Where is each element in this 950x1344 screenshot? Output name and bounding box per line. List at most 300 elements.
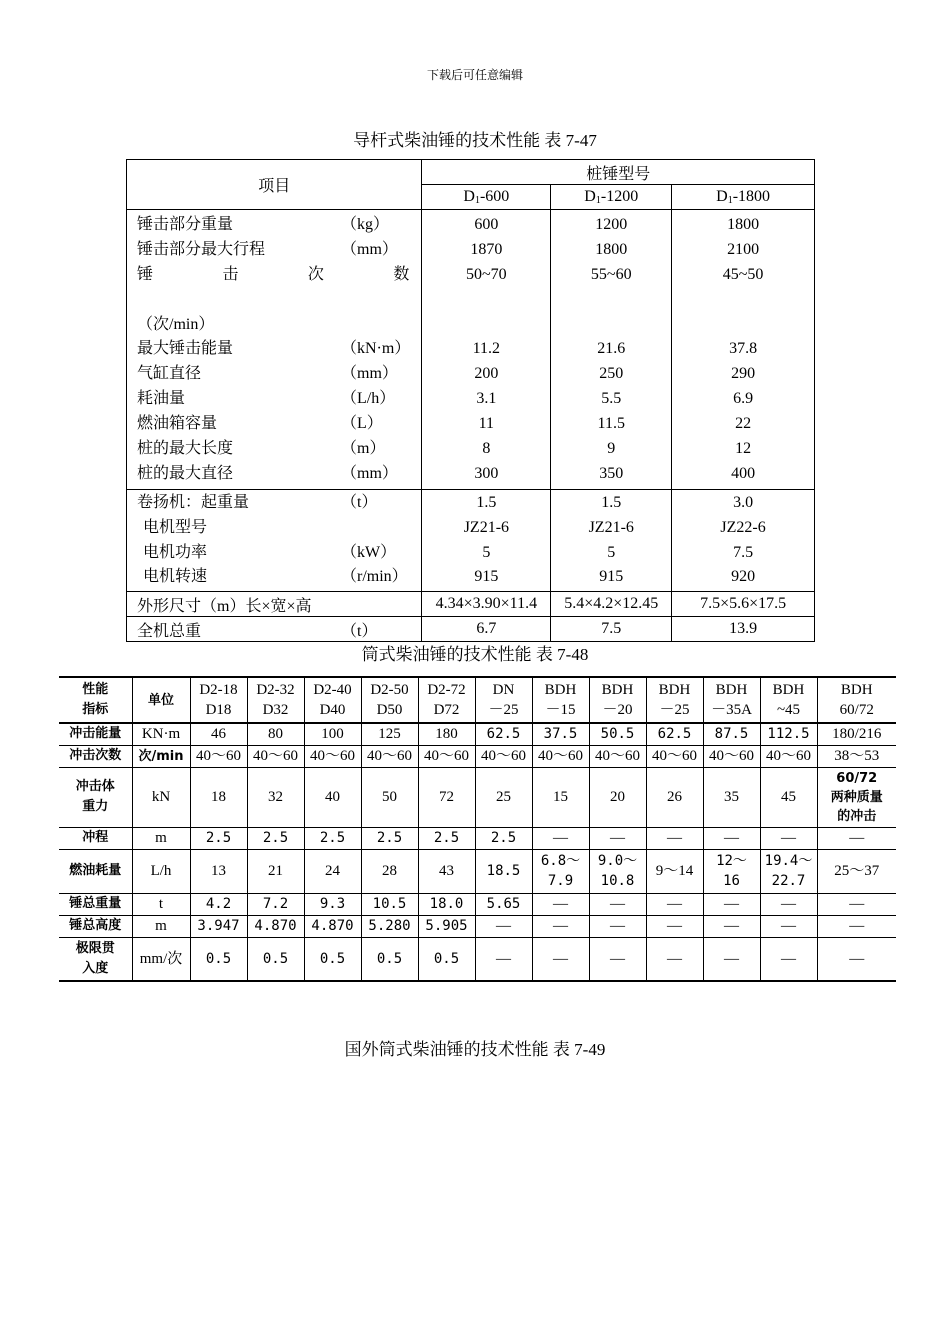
row-label-line: 锤总重量 bbox=[69, 896, 122, 911]
value-cell: 3.0 bbox=[733, 493, 754, 511]
value-cell: 400 bbox=[731, 464, 756, 482]
value-cell bbox=[247, 827, 304, 849]
value-line: 28 bbox=[382, 863, 397, 879]
header-unit-cell: 单位 bbox=[132, 677, 190, 723]
header-model-line: －20 bbox=[602, 702, 633, 718]
value-line: 40 bbox=[325, 789, 340, 805]
value-cell bbox=[551, 313, 671, 338]
label-char: 击 bbox=[222, 265, 239, 283]
value-cell: 8 bbox=[482, 440, 491, 458]
value-cell bbox=[532, 849, 589, 893]
label-text: 电机转速 bbox=[143, 568, 208, 586]
unit-text: （mm） bbox=[341, 464, 398, 482]
header-model-line: DN bbox=[492, 682, 515, 698]
unit-text: （m） bbox=[341, 440, 386, 458]
value-column bbox=[551, 210, 672, 490]
value-line: — bbox=[667, 830, 682, 846]
value-cell: 250 bbox=[599, 365, 624, 383]
value-line: 37.5 bbox=[543, 726, 578, 743]
col-header-item: 项目 bbox=[127, 160, 422, 210]
value-line: 12～ bbox=[716, 853, 747, 869]
value-line: — bbox=[553, 918, 568, 934]
value-cell bbox=[646, 767, 703, 827]
value-cell bbox=[589, 723, 646, 745]
label-text: 电机型号 bbox=[143, 518, 208, 536]
row-label-line: 重力 bbox=[82, 799, 109, 814]
header-model-cell bbox=[247, 677, 304, 723]
header-model-cell bbox=[760, 677, 817, 723]
value-cell bbox=[304, 849, 361, 893]
value-cell: 55~60 bbox=[590, 265, 632, 283]
value-line: 18.0 bbox=[429, 896, 464, 912]
value-cell bbox=[247, 849, 304, 893]
row-label-line bbox=[127, 618, 421, 641]
table-7-47-title: 导杆式柴油锤的技术性能 表 7-47 bbox=[353, 131, 597, 150]
value-cell bbox=[817, 767, 896, 827]
value-line: 46 bbox=[211, 726, 226, 743]
value-line: — bbox=[849, 950, 865, 967]
value-line: 0.5 bbox=[376, 950, 403, 967]
table-7-48-title: 筒式柴油锤的技术性能 表 7-48 bbox=[361, 645, 589, 664]
value-line: 15 bbox=[553, 789, 568, 805]
header-model-line: BDH bbox=[840, 682, 873, 698]
value-line: 40～60 bbox=[594, 748, 640, 764]
value-cell: 11.2 bbox=[472, 340, 501, 358]
value-cell bbox=[190, 827, 247, 849]
value-line: 13 bbox=[211, 863, 226, 879]
value-cell: 1.5 bbox=[601, 493, 622, 511]
row-label-cell bbox=[59, 745, 132, 767]
value-cell bbox=[817, 723, 896, 745]
row-label bbox=[127, 412, 421, 437]
row-label bbox=[127, 437, 421, 462]
label-text: 耗油量 bbox=[137, 390, 186, 408]
header-model-line: D2-32 bbox=[256, 682, 295, 698]
header-label-line: 指标 bbox=[82, 702, 109, 717]
value-column bbox=[422, 489, 551, 592]
value-line: — bbox=[724, 950, 739, 967]
label-text: 燃油箱容量 bbox=[137, 415, 218, 433]
value-line: — bbox=[849, 830, 865, 846]
label-text: 锤击部分重量 bbox=[137, 216, 234, 233]
value-cell: 11 bbox=[478, 415, 495, 433]
value-cell: 22 bbox=[735, 415, 752, 433]
value-line: — bbox=[667, 896, 682, 912]
value-line: 2.5 bbox=[433, 830, 460, 846]
header-model-line: －35A bbox=[711, 702, 752, 718]
value-line: 40～60 bbox=[309, 748, 355, 764]
value-line: 9.0～ bbox=[597, 853, 638, 869]
row-label-cell bbox=[59, 915, 132, 937]
value-line: — bbox=[849, 896, 865, 912]
value-line: 2.5 bbox=[319, 830, 346, 846]
header-model-line: BDH bbox=[715, 682, 748, 698]
value-line: 10.8 bbox=[600, 873, 635, 889]
model-suffix: -1200 bbox=[600, 188, 639, 205]
value-line: — bbox=[849, 918, 865, 934]
table-row bbox=[59, 915, 896, 937]
model-header bbox=[551, 185, 672, 210]
value-cell bbox=[418, 937, 475, 981]
label-cell bbox=[127, 210, 422, 490]
value-cell bbox=[418, 893, 475, 915]
value-line: 40～60 bbox=[480, 748, 526, 764]
value-cell bbox=[304, 723, 361, 745]
value-line: 24 bbox=[325, 863, 340, 879]
value-line: 19.4～ bbox=[764, 853, 813, 869]
value-cell bbox=[760, 723, 817, 745]
value-line: 5.280 bbox=[368, 918, 411, 934]
value-line: 100 bbox=[321, 726, 344, 743]
value-line: 60/72 bbox=[836, 770, 878, 786]
unit-text: （mm） bbox=[341, 240, 398, 258]
value-cell bbox=[418, 767, 475, 827]
row-label: 外形尺寸（m）长×宽×高 bbox=[127, 592, 422, 617]
model-base: D bbox=[716, 188, 728, 205]
value-line: 25～37 bbox=[834, 863, 880, 879]
row-label-cell bbox=[59, 827, 132, 849]
value-cell: 12 bbox=[735, 440, 752, 458]
value-line: — bbox=[496, 950, 511, 967]
value-cell bbox=[190, 915, 247, 937]
table-7-49-title: 国外筒式柴油锤的技术性能 表 7-49 bbox=[344, 1040, 606, 1059]
value-line: 45 bbox=[781, 789, 796, 805]
unit-cell: t bbox=[132, 893, 190, 915]
header-model-line: D2-18 bbox=[199, 682, 238, 698]
value-cell: 5.5 bbox=[601, 390, 622, 408]
header-model-line: －15 bbox=[545, 702, 576, 718]
value-line: 9.3 bbox=[319, 896, 346, 912]
value-line: 40～60 bbox=[423, 748, 469, 764]
value-cell bbox=[532, 723, 589, 745]
value-cell bbox=[646, 893, 703, 915]
value-cell bbox=[703, 915, 760, 937]
model-subscript: 1 bbox=[474, 195, 480, 206]
row-label bbox=[127, 288, 421, 313]
value-cell bbox=[703, 767, 760, 827]
value-line: — bbox=[610, 918, 625, 934]
value-cell bbox=[760, 767, 817, 827]
row-label-line: 冲击体 bbox=[75, 779, 115, 794]
row-label bbox=[127, 337, 421, 362]
label-text: 卷扬机：起重量 bbox=[137, 493, 250, 511]
value-line: 80 bbox=[268, 726, 283, 743]
value-cell bbox=[304, 827, 361, 849]
value-cell: 1200 bbox=[595, 216, 628, 233]
table-row bbox=[59, 893, 896, 915]
value-cell bbox=[247, 767, 304, 827]
value-line: 21 bbox=[268, 863, 283, 879]
value-line: 2.5 bbox=[376, 830, 403, 846]
value-cell bbox=[361, 937, 418, 981]
value-line: 87.5 bbox=[714, 726, 749, 743]
value-cell bbox=[475, 767, 532, 827]
table-row bbox=[59, 767, 896, 827]
value-cell bbox=[589, 915, 646, 937]
table-7-47 bbox=[126, 159, 815, 642]
value-cell bbox=[646, 849, 703, 893]
value-line: — bbox=[610, 896, 625, 912]
value-cell bbox=[475, 827, 532, 849]
value-cell: 290 bbox=[731, 365, 756, 383]
value-cell bbox=[817, 915, 896, 937]
value-line: — bbox=[724, 918, 739, 934]
value-column bbox=[672, 489, 815, 592]
header-label-line: 性能 bbox=[82, 682, 109, 697]
value-cell: 915 bbox=[599, 568, 624, 586]
value-cell: 37.8 bbox=[729, 340, 758, 358]
value-line: — bbox=[781, 918, 796, 934]
value-line: — bbox=[781, 830, 796, 846]
value-cell bbox=[304, 767, 361, 827]
value-cell bbox=[190, 849, 247, 893]
value-line: 2.5 bbox=[205, 830, 232, 846]
header-model-line: －25 bbox=[659, 702, 690, 718]
value-line: 26 bbox=[667, 789, 682, 805]
table-row bbox=[59, 723, 896, 745]
value-line: 两种质量 bbox=[830, 789, 883, 805]
label-text: 全机总重 bbox=[137, 622, 202, 640]
label-char: 锤 bbox=[137, 265, 154, 283]
value-cell: JZ21-6 bbox=[463, 518, 510, 536]
value-line: 40～60 bbox=[708, 748, 754, 764]
value-line: 4.870 bbox=[254, 918, 297, 934]
row-label-line: 入度 bbox=[82, 960, 109, 976]
value-cell bbox=[760, 745, 817, 767]
value-line: 10.5 bbox=[372, 896, 407, 912]
value-cell bbox=[760, 849, 817, 893]
header-model-line: D40 bbox=[319, 702, 346, 718]
value-line: 40～60 bbox=[765, 748, 811, 764]
value-line: 32 bbox=[268, 789, 283, 805]
label-text: 气缸直径 bbox=[137, 365, 202, 383]
label-char: 次 bbox=[307, 265, 324, 283]
value-cell bbox=[760, 937, 817, 981]
table-row bbox=[59, 827, 896, 849]
value-cell bbox=[589, 937, 646, 981]
value-line: 50.5 bbox=[600, 726, 635, 743]
value-line: — bbox=[667, 918, 682, 934]
value-cell bbox=[589, 767, 646, 827]
value-cell: 300 bbox=[474, 464, 499, 482]
value-cell: 5.4×4.2×12.45 bbox=[551, 592, 672, 617]
model-subscript: 1 bbox=[727, 195, 733, 206]
value-cell: 7.5 bbox=[551, 617, 672, 642]
row-label-cell bbox=[59, 723, 132, 745]
value-cell bbox=[817, 827, 896, 849]
header-model-cell bbox=[532, 677, 589, 723]
row-label bbox=[127, 238, 421, 263]
row-label-line: 极限贯 bbox=[75, 940, 115, 956]
value-line: 20 bbox=[610, 789, 625, 805]
unit-cell: m bbox=[132, 915, 190, 937]
col-header-group: 桩锤型号 bbox=[422, 160, 815, 185]
unit-cell: mm/次 bbox=[132, 937, 190, 981]
value-line: 180 bbox=[435, 726, 458, 743]
value-cell bbox=[646, 723, 703, 745]
row-label-cell bbox=[59, 849, 132, 893]
unit-text: （mm） bbox=[341, 365, 398, 383]
value-line: 5.905 bbox=[425, 918, 468, 934]
value-line: 40～60 bbox=[252, 748, 298, 764]
value-cell bbox=[190, 745, 247, 767]
unit-cell: KN·m bbox=[132, 723, 190, 745]
row-label bbox=[127, 263, 421, 288]
value-line: — bbox=[553, 830, 568, 846]
value-cell bbox=[361, 893, 418, 915]
value-cell bbox=[646, 915, 703, 937]
value-line: 50 bbox=[382, 789, 397, 805]
value-cell bbox=[418, 827, 475, 849]
value-cell bbox=[361, 915, 418, 937]
model-header bbox=[672, 185, 815, 210]
value-cell bbox=[190, 937, 247, 981]
model-suffix: -600 bbox=[479, 188, 510, 205]
row-label bbox=[127, 387, 421, 412]
value-cell bbox=[475, 915, 532, 937]
header-model-line: －25 bbox=[488, 702, 519, 718]
unit-text: （L/h） bbox=[341, 390, 396, 408]
value-line: — bbox=[553, 950, 568, 967]
row-label-line: 燃油耗量 bbox=[69, 863, 122, 878]
value-line: 2.5 bbox=[262, 830, 289, 846]
header-model-line: D2-72 bbox=[427, 682, 466, 698]
model-base: D bbox=[584, 188, 596, 205]
value-cell: 920 bbox=[731, 568, 756, 586]
value-cell: 915 bbox=[474, 568, 499, 586]
header-model-cell bbox=[646, 677, 703, 723]
value-line: 62.5 bbox=[486, 726, 521, 743]
value-cell: 1800 bbox=[727, 216, 760, 233]
header-model-cell bbox=[418, 677, 475, 723]
header-model-cell bbox=[361, 677, 418, 723]
header-model-line: D2-50 bbox=[370, 682, 409, 698]
unit-text: （r/min） bbox=[341, 568, 408, 586]
page-header: 下载后可任意编辑 bbox=[426, 68, 523, 82]
row-label-cell bbox=[59, 767, 132, 827]
value-line: 40～60 bbox=[537, 748, 583, 764]
unit-cell: L/h bbox=[132, 849, 190, 893]
value-column bbox=[551, 489, 672, 592]
value-line: 180/216 bbox=[832, 726, 882, 743]
value-line: 9～14 bbox=[655, 863, 694, 879]
value-cell bbox=[361, 767, 418, 827]
value-cell bbox=[418, 849, 475, 893]
row-label-line: 冲击次数 bbox=[69, 748, 122, 763]
unit-cell: kN bbox=[132, 767, 190, 827]
table-row bbox=[59, 849, 896, 893]
header-model-line: D2-40 bbox=[313, 682, 352, 698]
value-cell bbox=[532, 745, 589, 767]
row-label bbox=[127, 516, 421, 541]
value-cell bbox=[589, 827, 646, 849]
header-model-line: 60/72 bbox=[839, 702, 874, 718]
value-cell bbox=[422, 313, 550, 338]
value-line: 18 bbox=[211, 789, 226, 805]
value-cell bbox=[247, 745, 304, 767]
value-cell bbox=[646, 937, 703, 981]
unit-text: （kW） bbox=[341, 543, 397, 561]
label-text: 最大锤击能量 bbox=[137, 340, 234, 358]
value-cell bbox=[304, 893, 361, 915]
value-cell: 1.5 bbox=[476, 493, 497, 511]
header-model-line: BDH bbox=[601, 682, 634, 698]
value-line: 7.2 bbox=[262, 896, 289, 912]
header-model-cell bbox=[190, 677, 247, 723]
value-line: 16 bbox=[723, 873, 740, 889]
value-cell: JZ21-6 bbox=[588, 518, 634, 536]
value-cell: 4.34×3.90×11.4 bbox=[422, 592, 551, 617]
row-label bbox=[127, 213, 421, 238]
row-label-line: 冲程 bbox=[82, 830, 109, 845]
label-char: 数 bbox=[393, 265, 410, 283]
unit-text: （t） bbox=[341, 622, 378, 640]
value-cell: 1870 bbox=[470, 240, 503, 258]
value-cell: 7.5×5.6×17.5 bbox=[672, 592, 815, 617]
value-line: 18.5 bbox=[486, 863, 521, 879]
unit-cell: m bbox=[132, 827, 190, 849]
value-cell bbox=[646, 745, 703, 767]
value-line: 0.5 bbox=[262, 950, 289, 967]
value-cell bbox=[361, 827, 418, 849]
value-cell bbox=[532, 893, 589, 915]
unit-text: （t） bbox=[341, 493, 378, 511]
value-cell: 9 bbox=[607, 440, 616, 458]
header-model-line: BDH bbox=[658, 682, 691, 698]
label-text: 锤击部分最大行程 bbox=[137, 240, 266, 258]
label-text: 电机功率 bbox=[143, 543, 208, 561]
value-line: — bbox=[667, 950, 682, 967]
model-header bbox=[422, 185, 551, 210]
value-cell: 600 bbox=[474, 216, 499, 233]
row-label bbox=[127, 617, 422, 642]
value-line: 0.5 bbox=[319, 950, 346, 967]
value-line: 72 bbox=[439, 789, 454, 805]
value-cell bbox=[247, 937, 304, 981]
model-subscript: 1 bbox=[595, 195, 601, 206]
value-cell bbox=[703, 745, 760, 767]
header-model-line: D32 bbox=[262, 702, 289, 718]
value-line: 0.5 bbox=[433, 950, 460, 967]
value-cell bbox=[418, 745, 475, 767]
value-cell: 1800 bbox=[595, 240, 628, 258]
value-cell bbox=[703, 937, 760, 981]
row-label-line: 锤总高度 bbox=[69, 918, 122, 933]
value-cell bbox=[532, 767, 589, 827]
table-7-48 bbox=[59, 676, 896, 982]
value-line: — bbox=[553, 896, 568, 912]
value-cell bbox=[247, 893, 304, 915]
value-cell bbox=[817, 937, 896, 981]
value-cell bbox=[361, 849, 418, 893]
value-cell bbox=[646, 827, 703, 849]
value-line: — bbox=[781, 896, 796, 912]
value-cell bbox=[475, 745, 532, 767]
value-cell: 2100 bbox=[727, 240, 760, 258]
value-cell bbox=[703, 893, 760, 915]
model-suffix: -1800 bbox=[732, 188, 771, 205]
header-model-line: BDH bbox=[544, 682, 577, 698]
value-cell: 3.1 bbox=[476, 390, 497, 408]
row-label-line: 冲击能量 bbox=[69, 726, 122, 742]
row-label-cell bbox=[59, 893, 132, 915]
value-cell bbox=[247, 723, 304, 745]
value-line: 6.8～ bbox=[540, 853, 581, 869]
value-cell bbox=[361, 723, 418, 745]
value-cell bbox=[817, 849, 896, 893]
label-text: （次/min） bbox=[137, 315, 215, 333]
value-cell bbox=[418, 915, 475, 937]
